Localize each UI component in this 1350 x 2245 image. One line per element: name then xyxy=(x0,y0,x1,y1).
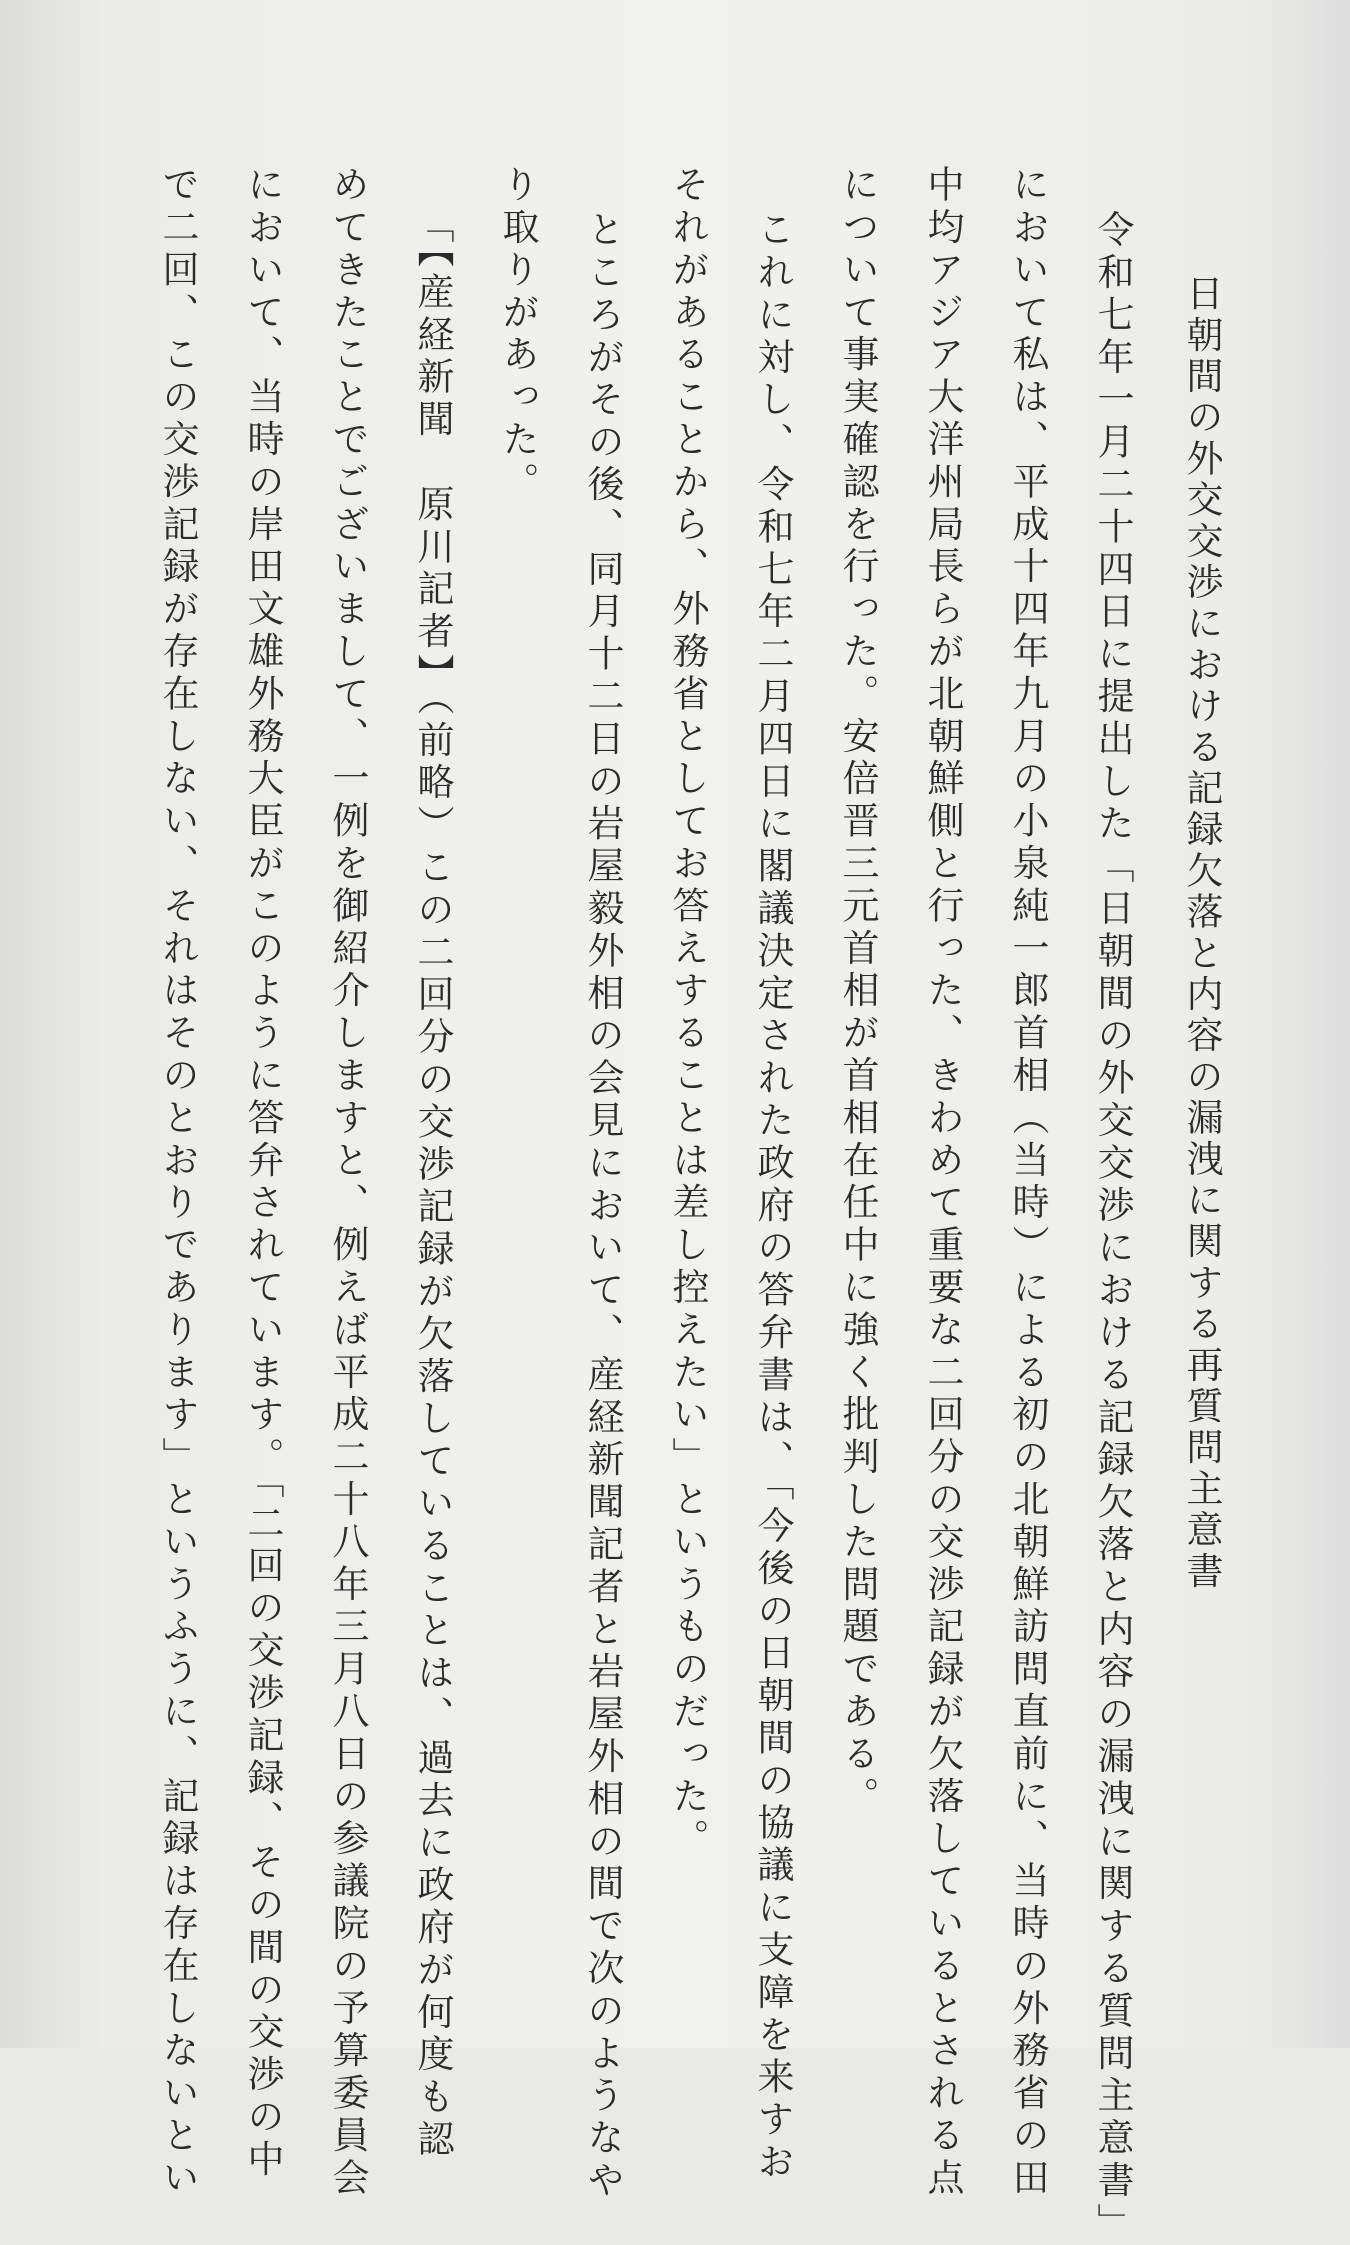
text-line-9: 「【産経新聞 原川記者】（前略）この二回分の交渉記録が欠落していることは、過去に政府が何度も認 xyxy=(411,206,454,2162)
text-line-6: それがあることから、外務省としてお答えすることは差し控えたい」というものだった。 xyxy=(666,165,709,1861)
text-line-2: において私は、平成十四年九月の小泉純一郎首相（当時）による初の北朝鮮訪問直前に、当時の外務省の田 xyxy=(1006,165,1049,2201)
text-line-8: り取りがあった。 xyxy=(496,165,539,505)
text-line-1: 令和七年一月二十四日に提出した「日朝間の外交交渉における記録欠落と内容の漏洩に関する質問主意書」 xyxy=(1091,210,1134,2245)
text-line-7: ところがその後、同月十二日の岩屋毅外相の会見において、産経新聞記者と岩屋外相の間で次のようなや xyxy=(581,210,624,2203)
text-line-5: これに対し、令和七年二月四日に閣議決定された政府の答弁書は、「今後の日朝間の協議に支障を来すお xyxy=(751,210,794,2185)
document-title: 日朝間の外交交渉における記録欠落と内容の漏洩に関する再質問主意書 xyxy=(1180,274,1223,1593)
text-line-10: めてきたことでございまして、一例を御紹介しますと、例えば平成二十八年三月八日の参議院の予算委員会 xyxy=(326,165,369,2201)
text-line-4: について事実確認を行った。安倍晋三元首相が首相在任中に強く批判した問題である。 xyxy=(836,165,879,1819)
text-line-3: 中均アジア大洋州局長らが北朝鮮側と行った、きわめて重要な二回分の交渉記録が欠落しているとされる点 xyxy=(921,165,964,2201)
text-line-12: で二回、この交渉記録が存在しない、それはそのとおりであります」というふうに、記録は存在しないとい xyxy=(156,165,199,2201)
text-line-11: において、当時の岸田文雄外務大臣がこのように答弁されています。「二回の交渉記録、その間の交渉の中 xyxy=(241,165,284,2182)
